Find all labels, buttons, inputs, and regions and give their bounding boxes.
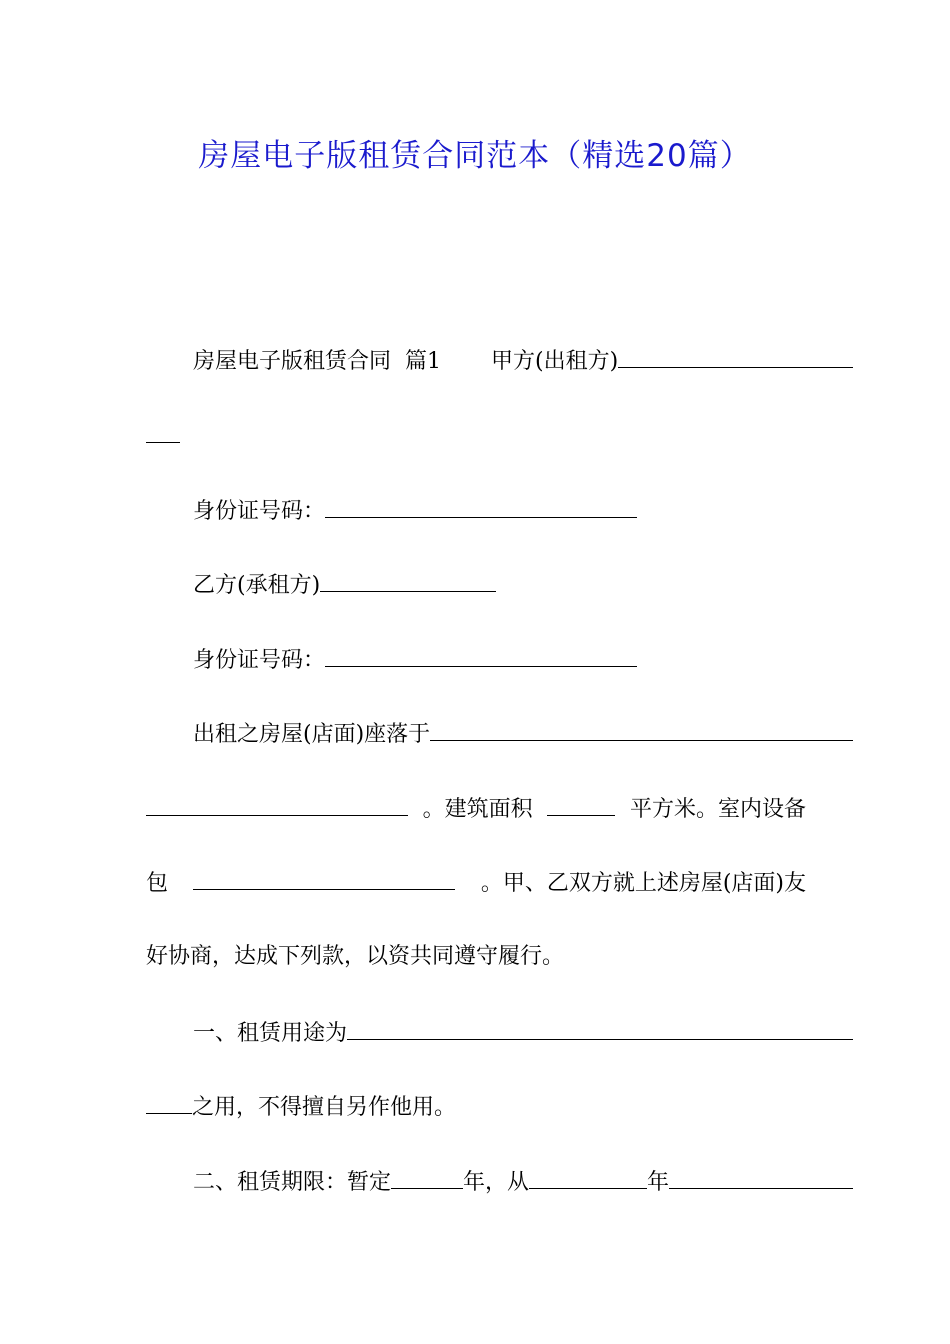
agreement-text: 好协商，达成下列款，以资共同遵守履行。 xyxy=(146,944,565,969)
purpose-line xyxy=(146,1017,853,1049)
location-blank-cont xyxy=(146,793,408,816)
party-b-line xyxy=(146,569,853,601)
term-line xyxy=(146,1166,853,1198)
party-a-line xyxy=(146,345,853,377)
equipment-label: 包 xyxy=(146,871,169,896)
purpose-continuation xyxy=(146,1091,806,1123)
agreement-intro: 。甲、乙双方就上述房屋(店面)友 xyxy=(480,871,806,896)
purpose-blank-cont xyxy=(146,1091,192,1114)
contract-heading: 房屋电子版租赁合同 篇1 xyxy=(193,349,441,374)
location-label: 出租之房屋(店面)座落于 xyxy=(193,722,431,747)
location-blank xyxy=(430,718,853,741)
party-a-blank xyxy=(618,345,853,368)
term-from-label: 年，从 xyxy=(463,1170,530,1195)
location-line xyxy=(146,718,853,750)
equipment-blank xyxy=(193,867,455,890)
party-b-id-label: 身份证号码： xyxy=(193,648,326,673)
party-b-id-blank xyxy=(325,644,637,667)
term-continue-blank xyxy=(669,1166,853,1189)
party-a-id-line xyxy=(146,495,853,527)
equipment-line xyxy=(146,867,806,899)
term-year-label: 年 xyxy=(647,1170,670,1195)
area-blank xyxy=(547,793,615,816)
party-b-blank xyxy=(320,569,496,592)
party-a-blank-cont xyxy=(146,420,180,443)
document-title: 房屋电子版租赁合同范本（精选20篇） xyxy=(198,138,752,174)
purpose-restriction: 之用，不得擅自另作他用。 xyxy=(192,1095,457,1120)
party-a-id-label: 身份证号码： xyxy=(193,499,326,524)
party-b-label: 乙方(承租方) xyxy=(193,573,321,598)
area-label: 。建筑面积 xyxy=(422,797,533,822)
term-label: 二、租赁期限：暂定 xyxy=(193,1170,392,1195)
term-years-blank xyxy=(391,1166,463,1189)
area-line xyxy=(146,793,806,825)
term-start-year-blank xyxy=(529,1166,647,1189)
party-a-continuation xyxy=(146,420,806,452)
purpose-label: 一、租赁用途为 xyxy=(193,1021,348,1046)
purpose-blank xyxy=(347,1017,853,1040)
party-b-id-line xyxy=(146,644,853,676)
area-unit-equipment: 平方米。室内设备 xyxy=(629,797,806,822)
agreement-line xyxy=(146,942,806,972)
party-a-id-blank xyxy=(325,495,637,518)
party-a-label: 甲方(出租方) xyxy=(490,349,619,374)
